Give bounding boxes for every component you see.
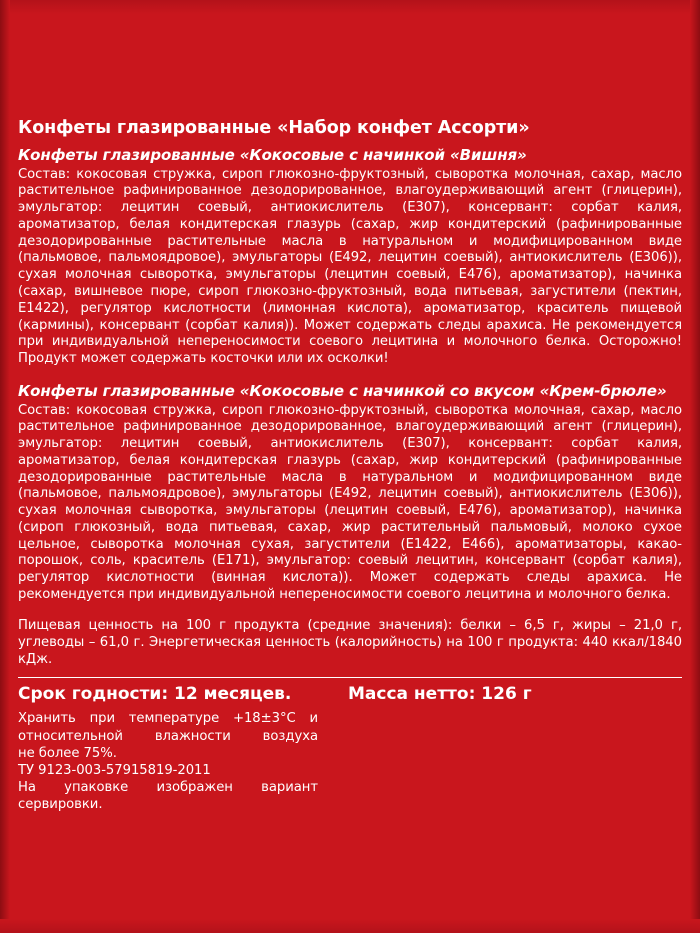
serving-note-line-1: На упаковке изображен вариант [18,780,318,796]
section-spacer [18,368,682,382]
storage-line-1: Хранить при температуре +18±3°С и [18,711,318,727]
package-edge-top [0,0,700,14]
nutrition-facts: Пищевая ценность на 100 г продукта (средние значения): белки – 6,5 г, жиры – 21,0 г, углеводы – 61,0 г. Энергетическая ценность (калорийность) на 100 г продукта: 440 ккал/1840 кДж. [18,617,682,667]
product-title: Конфеты глазированные «Набор конфет Ассорти» [18,118,530,138]
divider [18,677,682,678]
section-spacer-2 [18,604,682,618]
facts-row [18,684,682,704]
product-1-composition: Состав: кокосовая стружка, сироп глюкозно-фруктозный, сыворотка молочная, сахар, масло растительное рафинированное дезодорированное, влагоудерживающий агент (глицерин), эмульгатор: лецитин соевый, антиокислитель (Е307), консервант: сорбат калия, ароматизатор, белая кондитерская глазурь (сахар, жир кондитерский (рафинированные дезодорированные растительные масла в натуральном и модифицированном виде (пальмовое, пальмоядровое), эмульгаторы (Е492, лецитин соевый), антиокислитель (Е306)), сухая молочная сыворотка, эмульгаторы (лецитин соевый, Е476), ароматизатор), начинка (сахар, вишневое пюре, сироп глюкозно-фруктозный, вода питьевая, загустители (пектин, Е1422), регулятор кислотности (лимонная кислота), ароматизатор, краситель пищевой (кармины), консервант (сорбат калия)). Может содержать следы арахиса. Не рекомендуется при индивидуальной непереносимости соевого лецитина и молочного белка. Осторожно! Продукт может содержать косточки или их осколки! [18,166,682,367]
net-weight: Масса нетто: 126 г [348,684,532,705]
serving-note-line-2: сервировки. [18,797,103,813]
product-2-composition: Состав: кокосовая стружка, сироп глюкозно-фруктозный, сыворотка молочная, сахар, масло растительное рафинированное дезодорированное, влагоудерживающий агент (глицерин), эмульгатор: лецитин соевый, антиокислитель (Е307), консервант: сорбат калия, ароматизатор, белая кондитерская глазурь (сахар, жир кондитерский (рафинированные дезодорированные растительные масла в натуральном и модифицированном виде (пальмовое, пальмоядровое), эмульгаторы (Е492, лецитин соевый), антиокислитель (Е306)), сухая молочная сыворотка, эмульгаторы (лецитин соевый, Е476), ароматизатор), начинка (сироп глюкозный, вода питьевая, сахар, жир растительный пальмовый, молоко сухое цельное, сыворотка молочная сухая, загустители (Е1422, Е466), ароматизаторы, какао-порошок, соль, краситель (Е171), эмульгатор: соевый лецитин, консервант (сорбат калия), регулятор кислотности (винная кислота)). Может содержать следы арахиса. Не рекомендуется при индивидуальной непереносимости соевого лецитина и молочного белка. [18,402,682,602]
package-edge-right [690,0,700,933]
package-edge-left [0,0,10,933]
technical-spec-code: ТУ 9123-003-57915819-2011 [18,762,211,778]
product-1-subtitle: Конфеты глазированные «Кокосовые с начинкой «Вишня» [18,145,527,164]
storage-instructions [18,710,318,813]
shelf-life: Срок годности: 12 месяцев. [18,684,292,705]
package-edge-bottom [0,919,700,933]
storage-line-3: не более 75%. [18,745,117,761]
storage-line-2: относительной влажности воздуха [18,728,318,744]
label-content [18,118,682,813]
product-2-subtitle: Конфеты глазированные «Кокосовые с начинкой со вкусом «Крем-брюле» [18,381,667,400]
